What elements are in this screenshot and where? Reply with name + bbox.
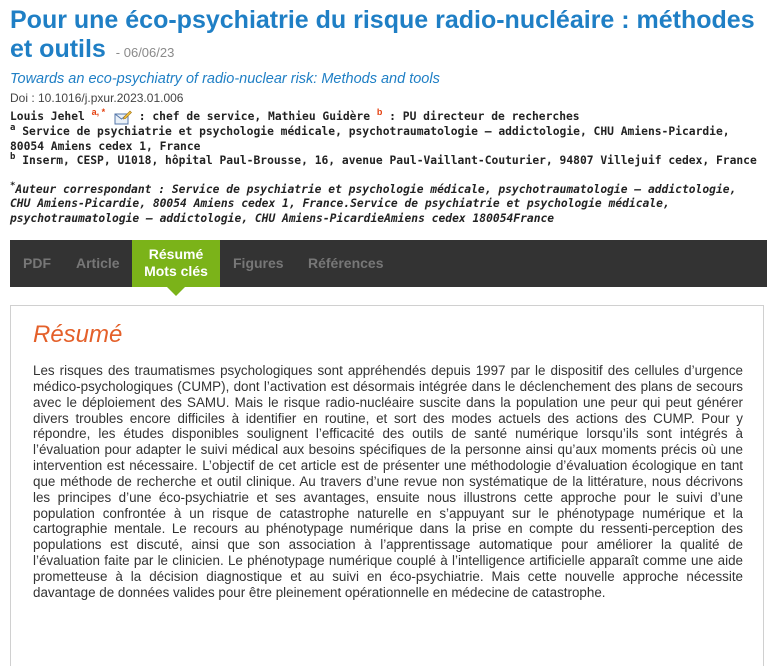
- tab-mots-cles-label: Mots clés: [144, 263, 208, 279]
- author-role: : chef de service,: [138, 110, 269, 123]
- corresponding-star: *: [10, 180, 16, 191]
- affiliation-sup: a: [10, 123, 16, 134]
- tab-resume-mots-cles[interactable]: [132, 240, 220, 287]
- corresponding-text: Auteur correspondant : Service de psychiatrie et psychologie médicale, psychotraumatologie – addictologie, CHU Amiens-Picardie, 80054 Amiens cedex 1, France.Service de psychiatrie et psychologie médicale, psychotraumatologie – addictologie, CHU Amiens-PicardieAmiens cedex 180054France: [10, 182, 737, 225]
- tab-figures[interactable]: Figures: [233, 255, 284, 271]
- article-header: [0, 0, 768, 226]
- article-title: [10, 6, 758, 67]
- author-name[interactable]: Mathieu Guidère: [268, 110, 371, 123]
- abstract-body: Les risques des traumatismes psychologiques sont appréhendés depuis 1997 par le dispositif des cellules d’urgence médico-psychologiques (CUMP), dont l’activation est désormais intégrée dans le déclenchement des plans de secours avec le déploiement des SAMU. Mais le risque radio-nucléaire suscite dans la population une peur qui peut générer divers troubles encore difficiles à identifier en routine, et sort des modes actuels des actions des CUMP. Pour y répondre, les études disponibles soulignent l’efficacité des outils de santé numérique lorsqu’ils sont intégrés à l’évaluation pour adapter le suivi médical aux besoins spécifiques de la personne ainsi qu’aux moments précis où une intervention est nécessaire. L’objectif de cet article est de présenter une méthodologie d’évaluation écologique en tant que méthode de recherche et outil clinique. Au travers d’une revue non systématique de la littérature, nous décrivons les principes d’une éco-psychiatrie et ses avantages, ensuite nous illustrons cette approche pour le suivi d’une population confrontée à un risque de catastrophe naturelle en s’appuyant sur le phénotypage numérique et la cartographie mentale. Le recours au phénotypage numérique dans la prise en compte du ressenti-perception des populations est discuté, ainsi que son association à l’apprentissage automatique pour améliorer la qualité de l’évaluation faite par le clinicien. Le phénotypage numérique couplé à l’intelligence artificielle apparaît comme une aide prometteuse à la décision diagnostique et au suivi en éco-psychiatrie. Mais cette nouvelle approche nécessite davantage de données valides pour être pleinement opérationnelle en médecine de catastrophe.: [33, 363, 743, 600]
- author-line: [10, 107, 758, 125]
- tab-article[interactable]: Article: [76, 255, 120, 271]
- affiliation-text: Service de psychiatrie et psychologie médicale, psychotraumatologie – addictologie, CHU Amiens-Picardie, 80054 Amiens cedex 1, France: [10, 125, 730, 153]
- english-title: Towards an eco-psychiatry of radio-nuclear risk: Methods and tools: [10, 71, 440, 87]
- envelope-pencil-icon[interactable]: [114, 110, 132, 125]
- tab-resume-label: Résumé: [148, 246, 204, 262]
- affiliation-sup: b: [10, 152, 16, 163]
- affiliation-text: Inserm, CESP, U1018, hôpital Paul-Brousse, 16, avenue Paul-Vaillant-Couturier, 94807 Villejuif cedex, France: [22, 154, 757, 167]
- affiliation: [10, 154, 758, 169]
- abstract-heading: Résumé: [33, 321, 123, 348]
- author-sup[interactable]: a, *: [91, 107, 106, 118]
- affiliation: [10, 125, 758, 154]
- corresponding-author: [10, 180, 758, 227]
- author-name[interactable]: Louis Jehel: [10, 110, 85, 123]
- article-title-text: Pour une éco-psychiatrie du risque radio-nucléaire : méthodes et outils: [10, 6, 755, 63]
- doi[interactable]: Doi : 10.1016/j.pxur.2023.01.006: [10, 91, 184, 105]
- publication-date: - 06/06/23: [115, 45, 175, 60]
- abstract-panel: [10, 305, 764, 666]
- tab-pdf[interactable]: PDF: [23, 255, 51, 271]
- section-tab-bar: [10, 240, 767, 287]
- author-role: : PU directeur de recherches: [389, 110, 580, 123]
- tab-references[interactable]: Références: [308, 255, 384, 271]
- author-sup[interactable]: b: [376, 107, 383, 118]
- active-tab-arrow: [167, 287, 185, 296]
